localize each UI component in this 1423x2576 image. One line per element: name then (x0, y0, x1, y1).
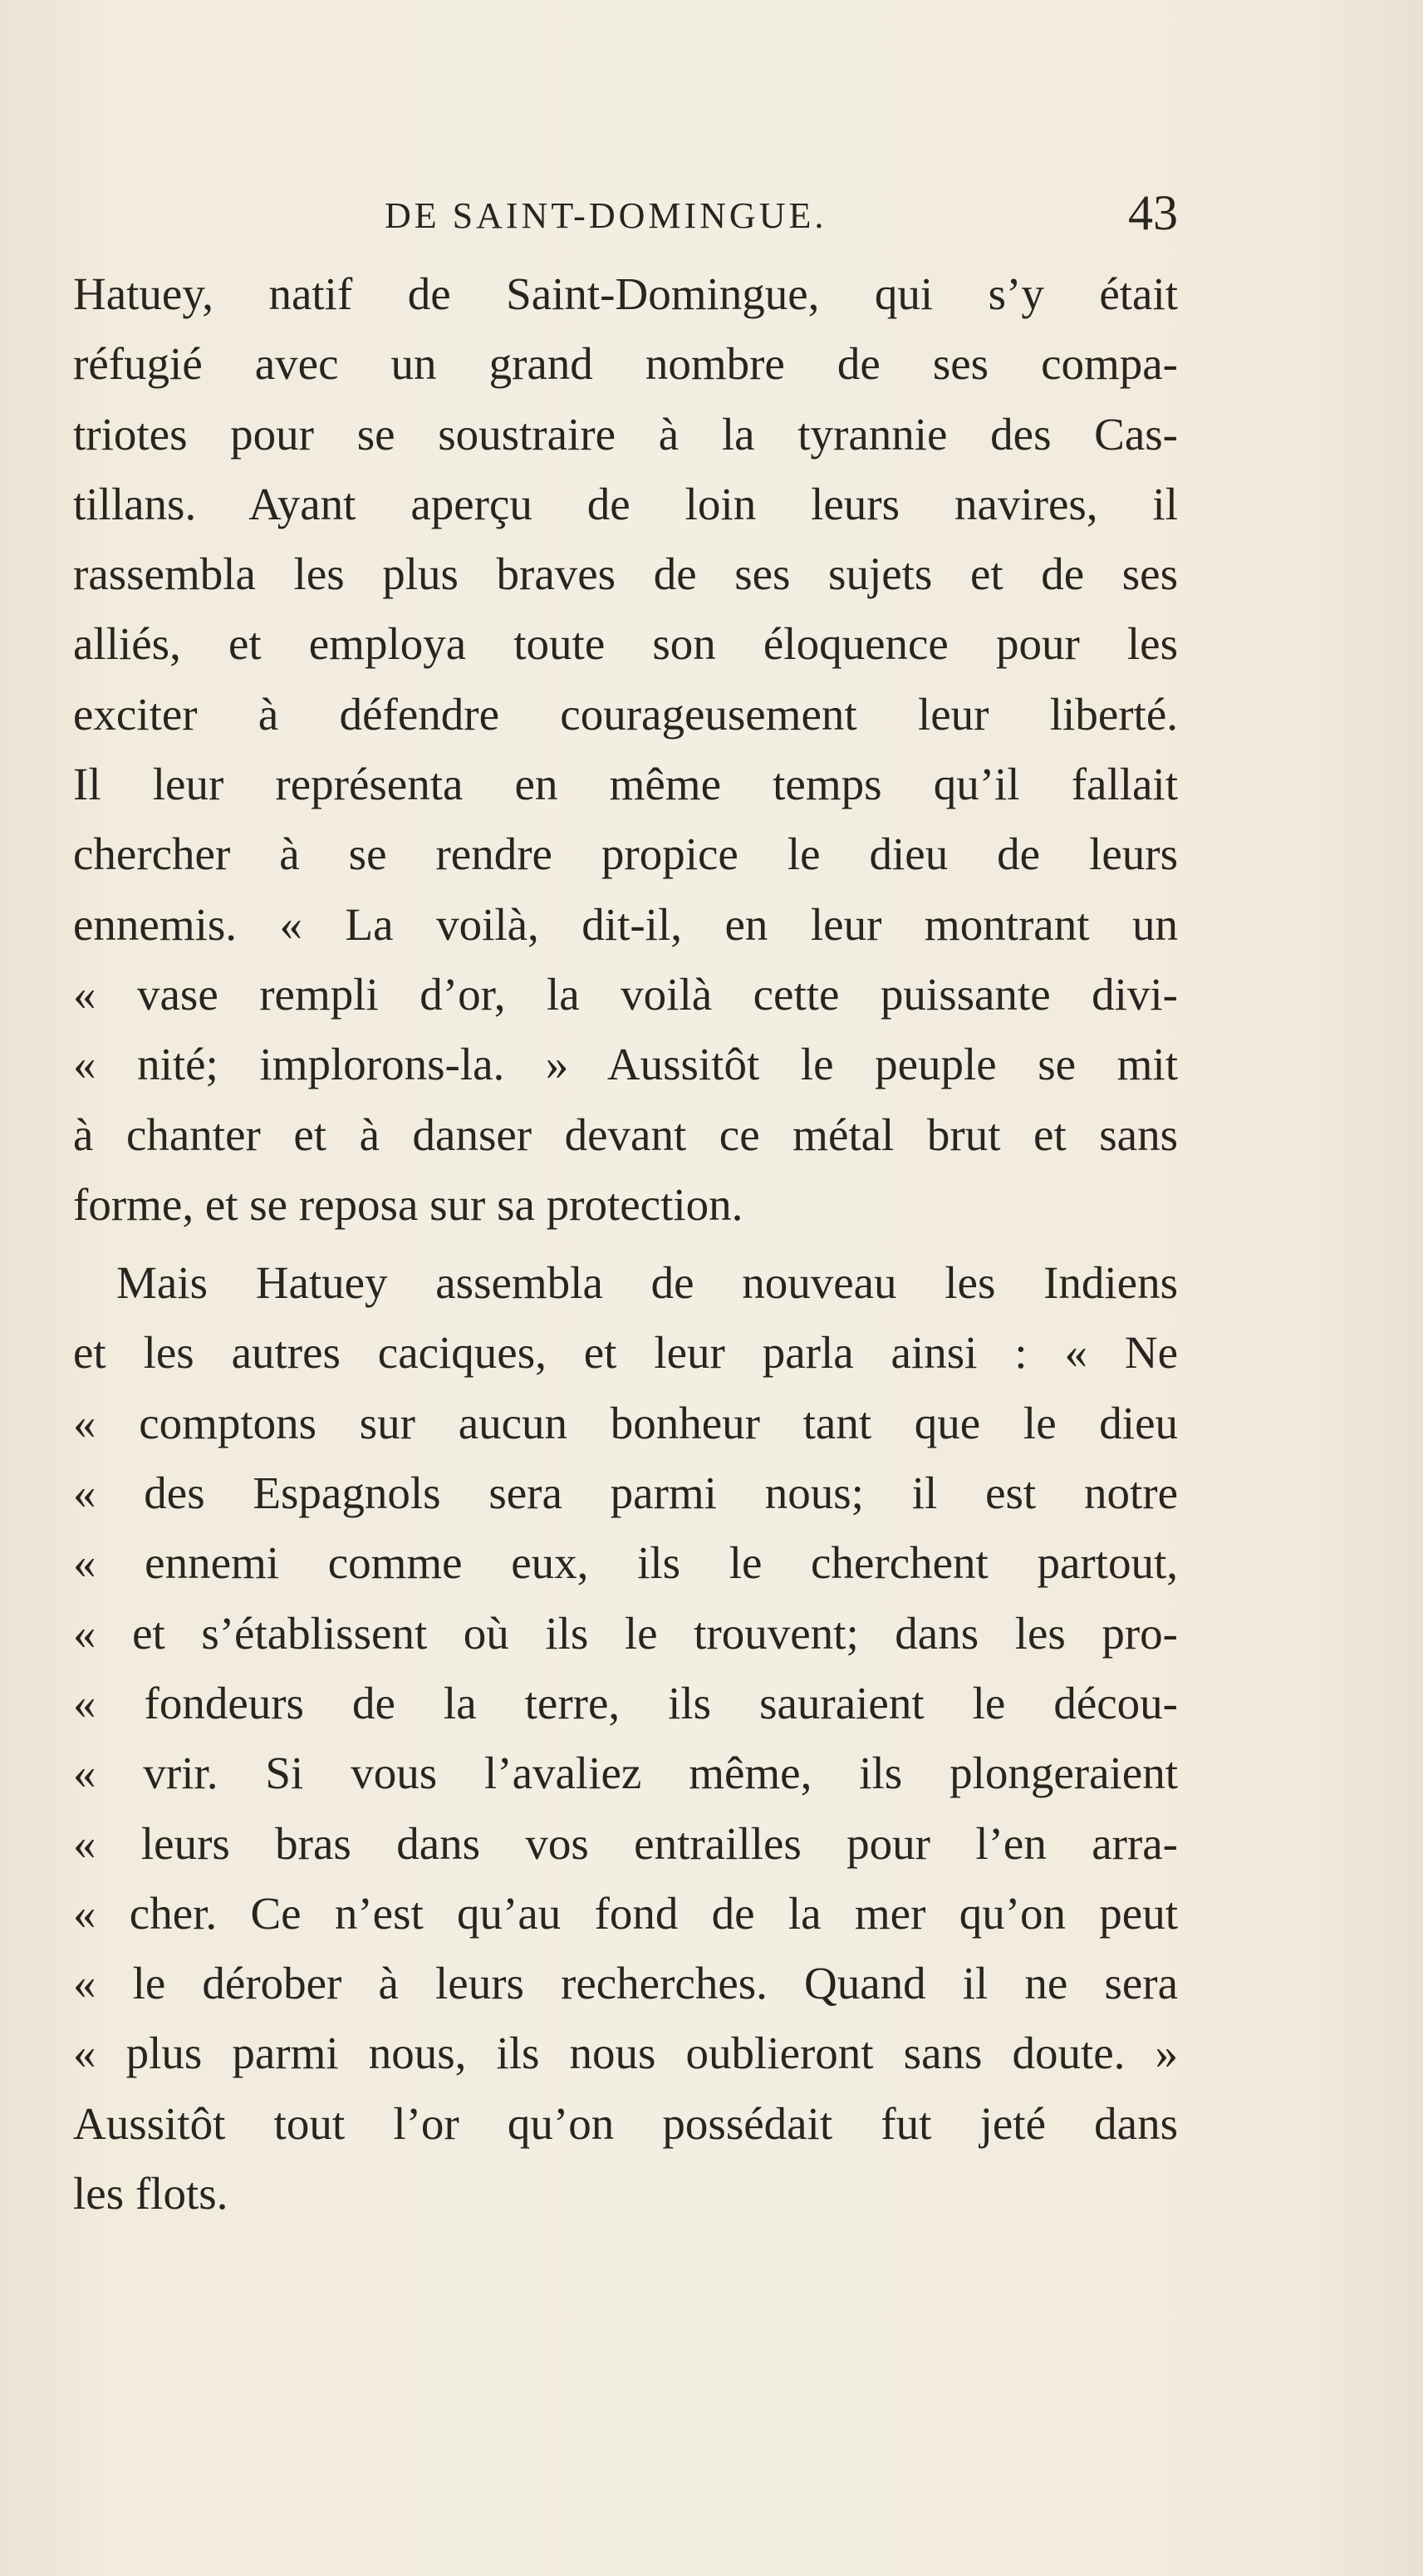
text-line: « ennemi comme eux, ils le cherchent partout, (73, 1537, 1178, 1589)
paragraph-gap (73, 1240, 1178, 1248)
text-line: Aussitôt tout l’or qu’on possédait fut jeté dans (73, 2097, 1178, 2149)
text-line: « leurs bras dans vos entrailles pour l’en arra- (73, 1817, 1178, 1869)
text-line: tillans. Ayant aperçu de loin leurs navires, il (73, 478, 1178, 529)
text-line: « et s’établissent où ils le trouvent; dans les pro- (73, 1607, 1178, 1659)
text-line: ennemis. « La voilà, dit-il, en leur montrant un (73, 898, 1178, 950)
text-line: « le dérober à leurs recherches. Quand il ne sera (73, 1958, 1178, 2009)
text-line: Hatuey, natif de Saint-Domingue, qui s’y était (73, 268, 1178, 319)
text-line: triotes pour se soustraire à la tyrannie des Cas- (73, 408, 1178, 460)
text-line: « vrir. Si vous l’avaliez même, ils plongeraient (73, 1748, 1178, 1799)
text-line: et les autres caciques, et leur parla ainsi : « Ne (73, 1327, 1178, 1379)
text-line: réfugié avec un grand nombre de ses compa- (73, 338, 1178, 390)
paragraph-2 (73, 1248, 1178, 2229)
text-line: Il leur représenta en même temps qu’il fallait (73, 759, 1178, 810)
text-line: « vase rempli d’or, la voilà cette puissante divi- (73, 968, 1178, 1020)
text-line: Mais Hatuey assembla de nouveau les Indiens (116, 1257, 1178, 1309)
paragraph-1 (73, 259, 1178, 1240)
text-line: « plus parmi nous, ils nous oublieront sans doute. » (73, 2028, 1178, 2079)
text-line: « fondeurs de la terre, ils sauraient le décou- (73, 1677, 1178, 1728)
text-line: alliés, et employa toute son éloquence pour les (73, 618, 1178, 670)
text-line: chercher à se rendre propice le dieu de leurs (73, 828, 1178, 880)
page-header (73, 185, 1178, 248)
page-number: 43 (1128, 185, 1178, 240)
text-line: les flots. (73, 2168, 228, 2220)
text-line: exciter à défendre courageusement leur liberté. (73, 688, 1178, 740)
text-line: « comptons sur aucun bonheur tant que le dieu (73, 1397, 1178, 1448)
body-text (73, 259, 1178, 2229)
text-line: forme, et se reposa sur sa protection. (73, 1178, 743, 1230)
text-line: « des Espagnols sera parmi nous; il est notre (73, 1467, 1178, 1519)
text-line: à chanter et à danser devant ce métal brut et sans (73, 1109, 1178, 1160)
running-head: DE SAINT-DOMINGUE. (385, 195, 827, 236)
text-line: « cher. Ce n’est qu’au fond de la mer qu’on peut (73, 1887, 1178, 1939)
text-line: rassembla les plus braves de ses sujets et de ses (73, 548, 1178, 600)
text-line: « nité; implorons-la. » Aussitôt le peuple se mit (73, 1039, 1178, 1090)
